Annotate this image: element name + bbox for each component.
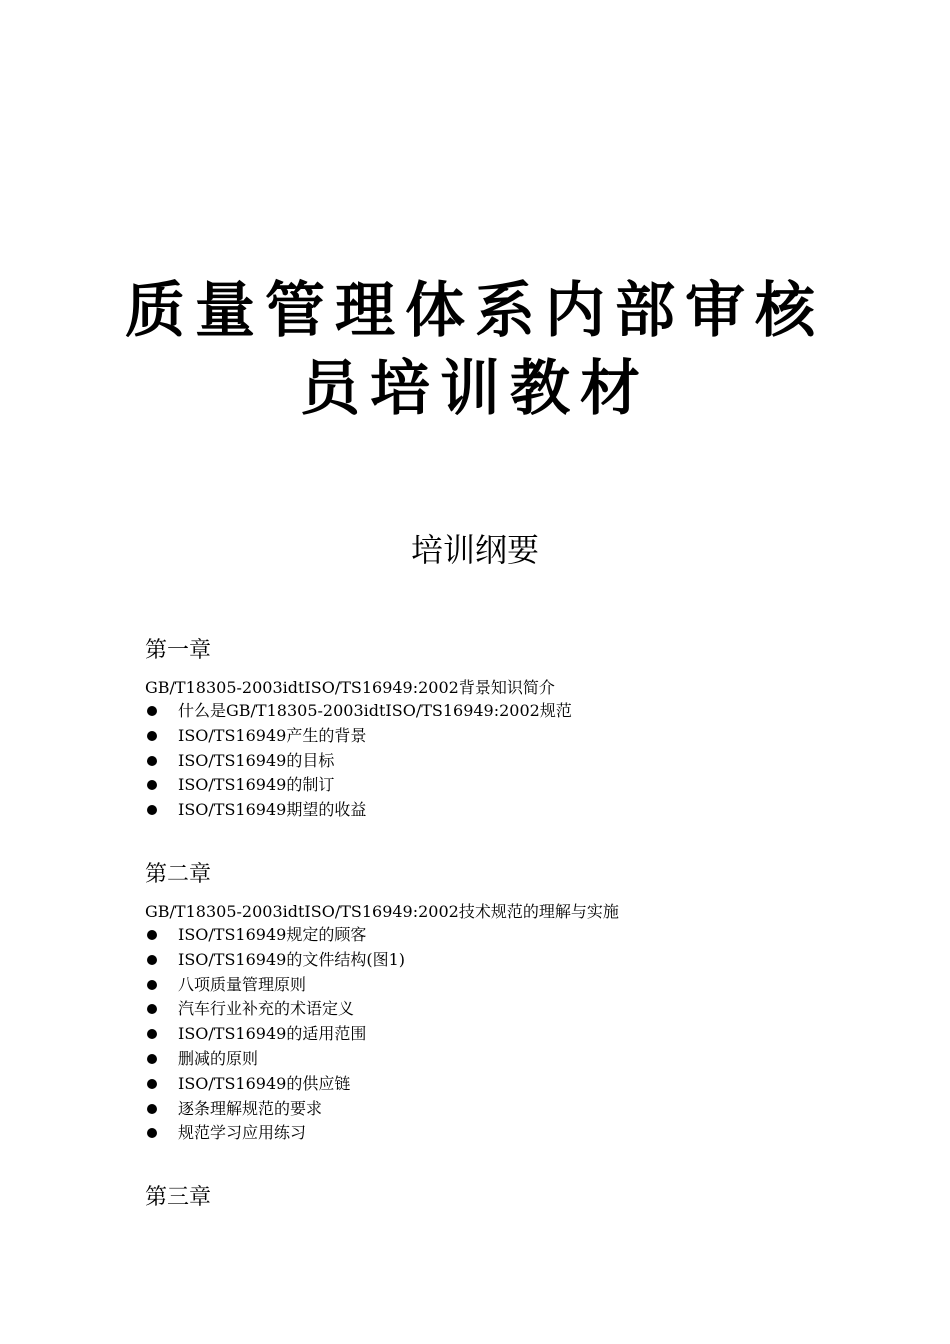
list-item-text: 逐条理解规范的要求	[178, 1098, 323, 1118]
list-item-text: ISO/TS16949规定的顾客	[178, 925, 367, 944]
bullet-icon	[147, 955, 157, 965]
list-item	[145, 1121, 405, 1146]
chapter-1-description: GB/T18305-2003idtISO/TS16949:2002背景知识简介	[145, 678, 555, 697]
bullet-icon	[147, 980, 157, 990]
list-item-text: ISO/TS16949期望的收益	[178, 800, 367, 820]
bullet-icon	[147, 731, 157, 741]
list-item	[145, 1047, 405, 1072]
list-item	[145, 724, 572, 749]
list-item-text: 八项质量管理原则	[178, 974, 307, 994]
list-item	[145, 997, 405, 1022]
bullet-icon	[147, 1054, 157, 1064]
chapter-1-list	[145, 699, 572, 823]
list-item-text: 规范学习应用练习	[178, 1123, 307, 1143]
bullet-icon	[147, 1004, 157, 1014]
list-item	[145, 773, 572, 798]
list-item	[145, 948, 405, 973]
list-item	[145, 1022, 405, 1047]
list-item	[145, 1097, 405, 1122]
list-item-text: ISO/TS16949的目标	[178, 750, 335, 770]
bullet-icon	[147, 1128, 157, 1138]
list-item-text: ISO/TS16949的适用范围	[178, 1024, 367, 1044]
list-item-text: 汽车行业补充的术语定义	[178, 999, 355, 1019]
chapter-2-description: GB/T18305-2003idtISO/TS16949:2002技术规范的理解与实施	[145, 902, 619, 921]
list-item-text: ISO/TS16949产生的背景	[178, 725, 367, 745]
chapter-3-heading: 第三章	[145, 1185, 212, 1210]
bullet-icon	[147, 706, 157, 716]
chapter-2-heading: 第二章	[145, 862, 212, 887]
bullet-icon	[147, 756, 157, 766]
chapter-1-heading: 第一章	[145, 638, 212, 663]
list-item	[145, 973, 405, 998]
list-item	[145, 749, 572, 774]
title-line-2: 员培训教材	[300, 354, 650, 424]
bullet-icon	[147, 1104, 157, 1114]
list-item-text: 什么是GB/T18305-2003idtISO/TS16949:2002规范	[178, 701, 572, 720]
list-item-text: ISO/TS16949的文件结构(图1)	[178, 949, 405, 969]
list-item	[145, 1072, 405, 1097]
bullet-icon	[147, 805, 157, 815]
list-item-text: ISO/TS16949的供应链	[178, 1073, 351, 1093]
list-item	[145, 798, 572, 823]
training-outline-heading: 培训纲要	[410, 531, 539, 569]
chapter-2-list	[145, 923, 405, 1146]
list-item	[145, 923, 405, 948]
bullet-icon	[147, 780, 157, 790]
title-line-1: 质量管理体系内部审核	[125, 276, 825, 346]
list-item	[145, 699, 572, 724]
bullet-icon	[147, 1079, 157, 1089]
bullet-icon	[147, 930, 157, 940]
list-item-text: ISO/TS16949的制订	[178, 775, 335, 795]
bullet-icon	[147, 1029, 157, 1039]
list-item-text: 删减的原则	[178, 1048, 259, 1068]
document-title	[0, 272, 950, 428]
